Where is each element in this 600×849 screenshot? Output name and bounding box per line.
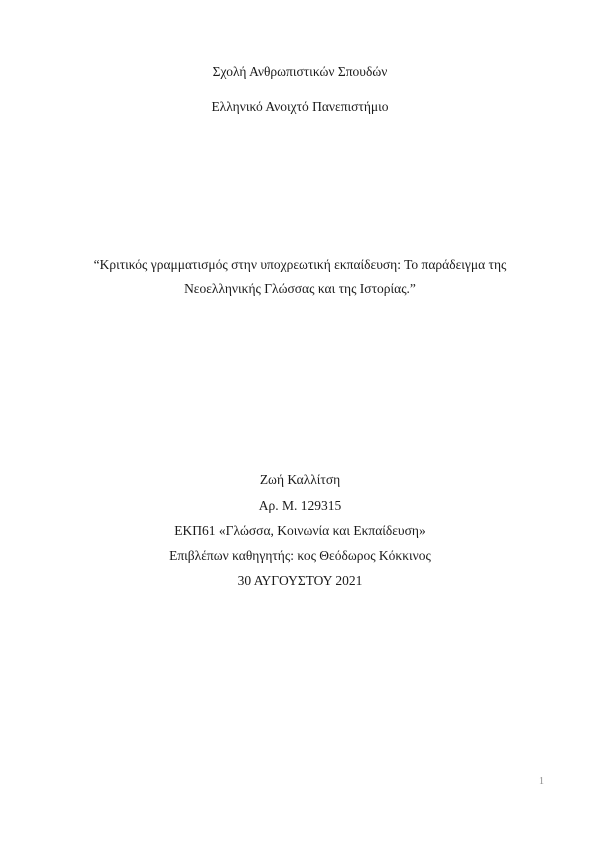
submission-date: 30 ΑΥΓΟΥΣΤΟΥ 2021 xyxy=(237,573,363,588)
author-name: Ζωή Καλλίτση xyxy=(259,472,341,487)
thesis-title-line-1: “Κριτικός γραμματισμός στην υποχρεωτική εκπαίδευση: Το παράδειγμα της xyxy=(93,257,507,272)
supervisor: Επιβλέπων καθηγητής: κος Θεόδωρος Κόκκινος xyxy=(169,548,431,563)
school-name: Σχολή Ανθρωπιστικών Σπουδών xyxy=(212,64,388,79)
thesis-title-line-2: Νεοελληνικής Γλώσσας και της Ιστορίας.” xyxy=(184,281,416,296)
registration-number: Αρ. Μ. 129315 xyxy=(258,498,342,513)
course-title: ΕΚΠ61 «Γλώσσα, Κοινωνία και Εκπαίδευση» xyxy=(174,523,426,538)
page-number: 1 xyxy=(539,776,544,787)
university-name: Ελληνικό Ανοιχτό Πανεπιστήμιο xyxy=(211,99,389,114)
